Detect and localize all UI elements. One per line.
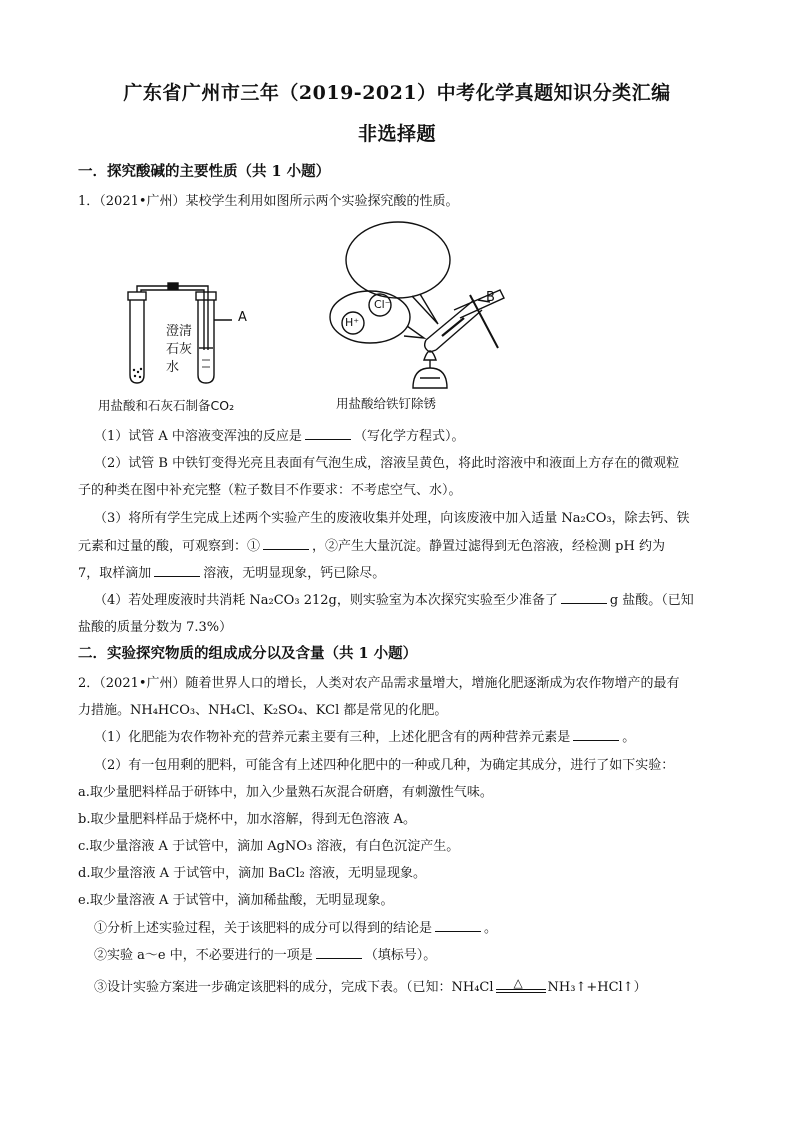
q1-part4-line1: （4）若处理废液时共消耗 Na₂CO₃ 212g，则实验室为本次探究实验至少准备了 g 盐酸。（已知	[94, 593, 694, 608]
q2-sub1: ①分析上述实验过程，关于该肥料的成分可以得到的结论是 。	[94, 921, 498, 936]
caption-right: 用盐酸给铁钉除锈	[336, 396, 437, 411]
answer-blank[interactable]	[316, 946, 362, 959]
heating-arrow	[496, 975, 546, 998]
step-c: c.取少量溶液 A 于试管中，滴加 AgNO₃ 溶液，有白色沉淀产生。	[78, 839, 460, 854]
q1-part4-line2: 盐酸的质量分数为 7.3%）	[78, 620, 233, 635]
document-title: 广东省广州市三年（2019-2021）中考化学真题知识分类汇编	[123, 82, 671, 104]
heat-triangle-icon: △	[513, 975, 523, 990]
caption-left: 用盐酸和石灰石制备CO₂	[98, 398, 235, 413]
section-2-heading: 二．实验探究物质的组成成分以及含量（共 1 小题）	[78, 645, 418, 662]
ion-cl: Cl⁻	[374, 298, 391, 311]
answer-blank[interactable]	[561, 591, 607, 604]
q2-sub2: ②实验 a～e 中，不必要进行的一项是 （填标号）。	[94, 948, 437, 963]
apparatus-drawing	[80, 220, 520, 415]
answer-blank[interactable]	[305, 427, 351, 440]
experiment-figure	[80, 220, 520, 415]
q1-part3-line1: （3）将所有学生完成上述两个实验产生的废液收集并处理，向该废液中加入适量 Na₂CO₃，除去钙、铁	[94, 511, 690, 526]
step-b: b.取少量肥料样品于烧杯中，加水溶解，得到无色溶液 A。	[78, 812, 416, 827]
label-b: B	[486, 290, 495, 305]
step-a: a.取少量肥料样品于研钵中，加入少量熟石灰混合研磨，有刺激性气味。	[78, 785, 493, 800]
q2-part1: （1）化肥能为农作物补充的营养元素主要有三种，上述化肥含有的两种营养元素是 。	[94, 730, 636, 745]
q2-sub3: ③设计实验方案进一步确定该肥料的成分，完成下表。（已知：NH₄Cl △ NH₃↑+HCl↑）	[94, 976, 647, 998]
q2-line2: 力措施。NH₄HCO₃、NH₄Cl、K₂SO₄、KCl 都是常见的化肥。	[78, 703, 448, 718]
q2-line1: 2．（2021•广州）随着世界人口的增长，人类对农产品需求量增大，增施化肥逐渐成为农作物增产的最有	[78, 676, 680, 691]
q1-part2-line1: （2）试管 B 中铁钉变得光亮且表面有气泡生成，溶液呈黄色，将此时溶液中和液面上方存在的微观粒	[94, 456, 680, 471]
step-d: d.取少量溶液 A 于试管中，滴加 BaCl₂ 溶液，无明显现象。	[78, 866, 426, 881]
section-1-heading: 一．探究酸碱的主要性质（共 1 小题）	[78, 163, 331, 180]
water-label	[166, 323, 192, 377]
q1-part1: （1）试管 A 中溶液变浑浊的反应是 （写化学方程式）。	[94, 429, 465, 444]
water-label-line3: 水	[166, 360, 180, 375]
answer-blank[interactable]	[154, 564, 200, 577]
q1-stem: 1．（2021•广州）某校学生利用如图所示两个实验探究酸的性质。	[78, 194, 459, 209]
q1-part3-line3: 7，取样滴加 溶液，无明显现象，钙已除尽。	[78, 566, 386, 581]
q2-part2: （2）有一包用剩的肥料，可能含有上述四种化肥中的一种或几种，为确定其成分，进行了如下实验：	[94, 758, 675, 773]
ion-h: H⁺	[345, 316, 360, 329]
step-e: e.取少量溶液 A 于试管中，滴加稀盐酸，无明显现象。	[78, 893, 394, 908]
answer-blank[interactable]	[573, 728, 619, 741]
q1-part2-line2: 子的种类在图中补充完整（粒子数目不作要求：不考虑空气、水）。	[78, 483, 462, 498]
document-subtitle: 非选择题	[357, 123, 436, 145]
water-label-line1: 澄清	[166, 324, 193, 339]
label-a: A	[238, 310, 247, 325]
water-label-line2: 石灰	[166, 342, 193, 357]
answer-blank[interactable]	[263, 537, 309, 550]
q1-part3-line2: 元素和过量的酸，可观察到：① ，②产生大量沉淀。静置过滤得到无色溶液，经检测 pH 约为	[78, 539, 665, 554]
answer-blank[interactable]	[435, 919, 481, 932]
